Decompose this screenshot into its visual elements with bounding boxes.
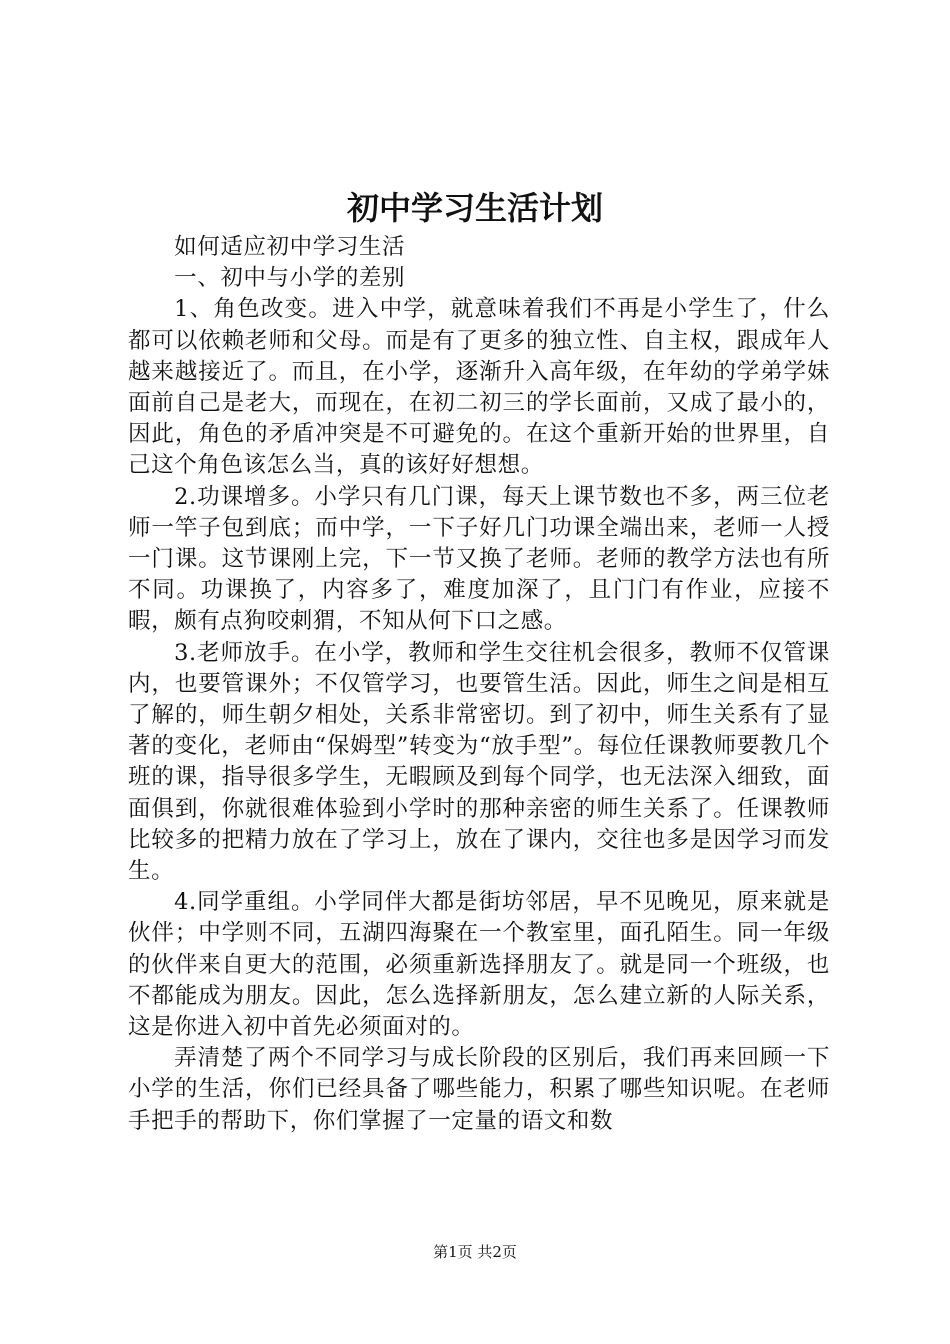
body-paragraph: 2.功课增多。小学只有几门课，每天上课节数也不多，两三位老师一竿子包到底；而中学，一下子好几门功课全端出来，老师一人授一门课。这节课刚上完，下一节又换了老师。老师的教学方法也有所不同。功课换了，内容多了，难度加深了，且门门有作业，应接不暇，颇有点狗咬刺猬，不知从何下口之感。 [128, 483, 830, 635]
subsection-heading: 一、初中与小学的差别 [174, 265, 406, 292]
body-paragraph: 1、角色改变。进入中学，就意味着我们不再是小学生了，什么都可以依赖老师和父母。而是有了更多的独立性、自主权，跟成年人越来越接近了。而且，在小学，逐渐升入高年级，在年幼的学弟学妹面前自己是老大，而现在，在初二初三的学长面前，又成了最小的，因此，角色的矛盾冲突是不可避免的。在这个重新开始的世界里，自己这个角色该怎么当，真的该好好想想。 [128, 296, 830, 479]
body-paragraph: 弄清楚了两个不同学习与成长阶段的区别后，我们再来回顾一下小学的生活，你们已经具备了哪些能力，积累了哪些知识呢。在老师手把手的帮助下，你们掌握了一定量的语文和数 [128, 1045, 830, 1134]
page-footer: 第1页 共2页 [433, 1243, 517, 1261]
body-paragraph: 3.老师放手。在小学，教师和学生交往机会很多，教师不仅管课内，也要管课外；不仅管学习，也要管生活。因此，师生之间是相互了解的，师生朝夕相处，关系非常密切。到了初中，师生关系有了显著的变化，老师由“保姆型”转变为“放手型”。每位任课教师要教几个班的课，指导很多学生，无暇顾及到每个同学，也无法深入细致，面面俱到，你就很难体验到小学时的那种亲密的师生关系了。任课教师比较多的把精力放在了学习上，放在了课内，交往也多是因学习而发生。 [128, 639, 830, 885]
document-body [128, 232, 830, 1137]
body-paragraph: 4.同学重组。小学同伴大都是街坊邻居，早不见晚见，原来就是伙伴；中学则不同，五湖四海聚在一个教室里，面孔陌生。同一年级的伙伴来自更大的范围，必须重新选择朋友了。就是同一个班级，也不都能成为朋友。因此，怎么选择新朋友，怎么建立新的人际关系，这是你进入初中首先必须面对的。 [128, 889, 830, 1041]
section-heading: 如何适应初中学习生活 [174, 234, 406, 260]
document-title: 初中学习生活计划 [346, 189, 603, 227]
